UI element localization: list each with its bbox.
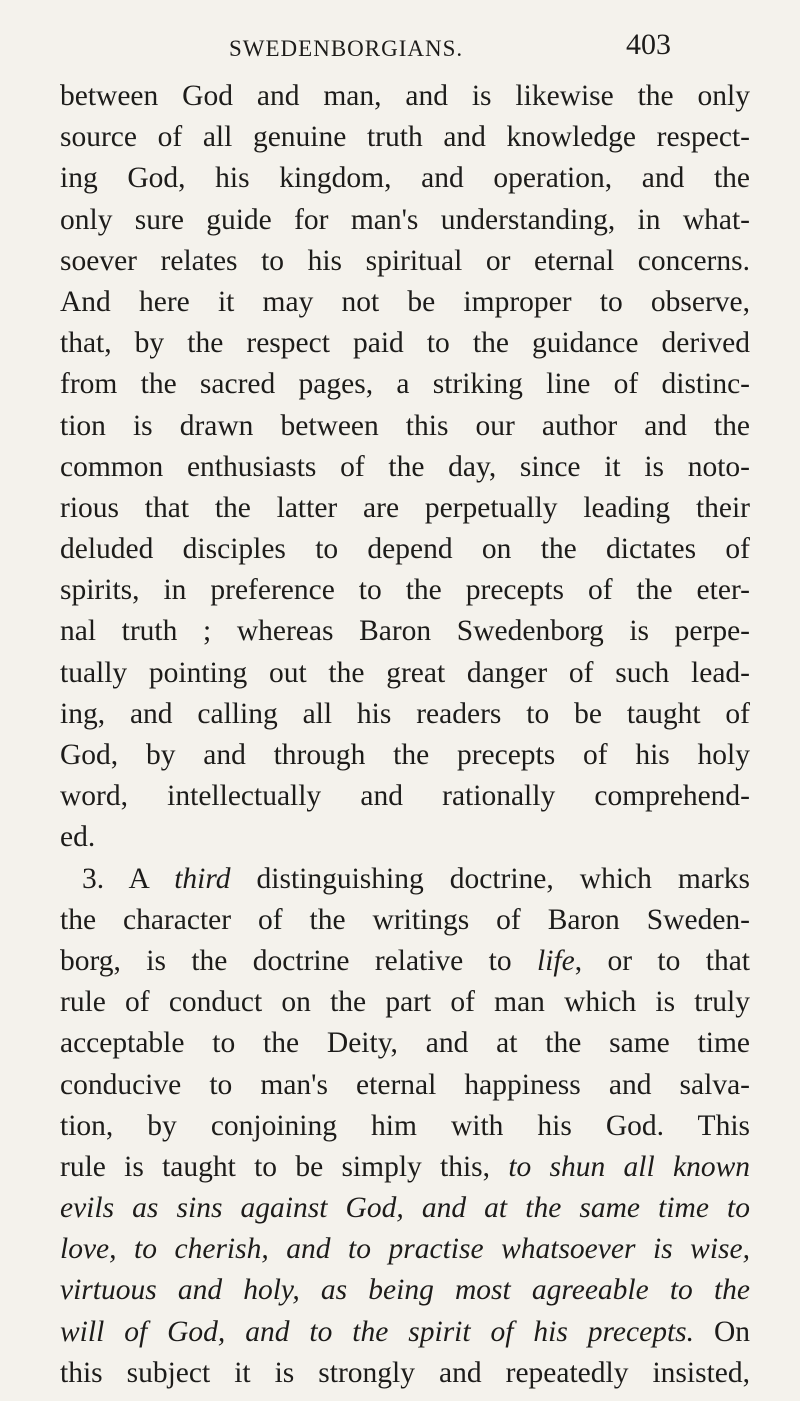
text-line xyxy=(60,817,750,858)
italic-text: third xyxy=(174,862,231,895)
text-segment: from the sacred pages, a striking line of distinc- xyxy=(60,368,750,401)
text-line xyxy=(60,282,750,323)
text-segment: only sure guide for man's understanding, in what- xyxy=(60,203,750,236)
text-line xyxy=(60,653,750,694)
text-line xyxy=(60,611,750,652)
italic-text: will of God, and to the spirit of his precepts. xyxy=(60,1315,694,1348)
italic-text: love, to cherish, and to practise whatsoever is wise, xyxy=(60,1233,750,1266)
italic-text: to shun all known xyxy=(508,1150,750,1183)
text-segment: nal truth ; whereas Baron Swedenborg is perpe- xyxy=(60,615,750,648)
text-line xyxy=(60,776,750,817)
text-line xyxy=(60,941,750,982)
text-segment: ing, and calling all his readers to be taught of xyxy=(60,697,750,730)
text-line xyxy=(60,859,750,900)
text-line xyxy=(60,1023,750,1064)
text-line xyxy=(60,406,750,447)
italic-text: evils as sins against God, and at the same time to xyxy=(60,1192,750,1225)
text-line xyxy=(60,1312,750,1353)
running-head xyxy=(0,28,800,68)
text-segment: rule is taught to be simply this, xyxy=(60,1150,509,1183)
text-segment: 3. A xyxy=(82,862,175,895)
text-segment: rious that the latter are perpetually leading their xyxy=(60,491,750,524)
text-segment: source of all genuine truth and knowledge respect- xyxy=(60,121,750,154)
text-segment: ing God, his kingdom, and operation, and the xyxy=(60,162,750,195)
running-title: SWEDENBORGIANS. xyxy=(229,36,464,61)
text-segment: the character of the writings of Baron Sweden- xyxy=(60,903,750,936)
text-segment: God, by and through the precepts of his holy xyxy=(60,739,750,771)
text-segment: between God and man, and is likewise the only xyxy=(60,80,750,112)
text-line xyxy=(60,323,750,364)
text-segment: ed. xyxy=(60,821,96,854)
text-segment: deluded disciples to depend on the dictates of xyxy=(60,533,750,566)
body-text xyxy=(60,76,750,1394)
text-segment: conducive to man's eternal happiness and salva- xyxy=(60,1068,750,1101)
text-line xyxy=(60,158,750,199)
italic-text: life xyxy=(537,944,575,977)
text-line xyxy=(60,117,750,158)
text-line xyxy=(60,1188,750,1229)
text-line xyxy=(60,1147,750,1188)
text-segment: rule of conduct on the part of man which is truly xyxy=(60,986,750,1019)
text-line xyxy=(60,694,750,735)
text-line xyxy=(60,1270,750,1311)
text-line xyxy=(60,241,750,282)
text-segment: tion, by conjoining him with his God. This xyxy=(60,1109,750,1142)
text-segment: that, by the respect paid to the guidance derived xyxy=(60,327,750,360)
text-line xyxy=(60,76,750,117)
text-line xyxy=(60,447,750,488)
text-line xyxy=(60,364,750,405)
text-segment: tually pointing out the great danger of such lead- xyxy=(60,656,750,689)
text-segment: common enthusiasts of the day, since it is noto- xyxy=(60,450,750,483)
text-segment: this subject it is strongly and repeatedly insisted, xyxy=(60,1356,750,1389)
text-line xyxy=(60,200,750,241)
text-segment: And here it may not be improper to observe, xyxy=(60,285,750,318)
text-line xyxy=(60,570,750,611)
text-line xyxy=(60,529,750,570)
italic-text: virtuous and holy, as being most agreeable to the xyxy=(60,1274,750,1307)
text-segment: acceptable to the Deity, and at the same time xyxy=(60,1027,750,1060)
text-line xyxy=(60,900,750,941)
text-line xyxy=(60,1106,750,1147)
text-segment: distinguishing doctrine, which marks xyxy=(230,862,750,895)
text-line xyxy=(60,735,750,776)
text-segment: soever relates to his spiritual or eternal concerns. xyxy=(60,244,750,277)
text-line xyxy=(60,488,750,529)
text-line xyxy=(60,1353,750,1394)
text-segment: , or to that xyxy=(574,944,750,977)
text-segment: spirits, in preference to the precepts of the eter- xyxy=(60,574,750,607)
text-segment: tion is drawn between this our author and the xyxy=(60,409,750,442)
text-segment: On xyxy=(694,1315,750,1348)
text-segment: borg, is the doctrine relative to xyxy=(60,944,537,977)
text-line xyxy=(60,1065,750,1106)
text-segment: word, intellectually and rationally comprehend- xyxy=(60,780,750,813)
text-line xyxy=(60,1229,750,1270)
page-number: 403 xyxy=(626,28,671,61)
text-line xyxy=(60,982,750,1023)
